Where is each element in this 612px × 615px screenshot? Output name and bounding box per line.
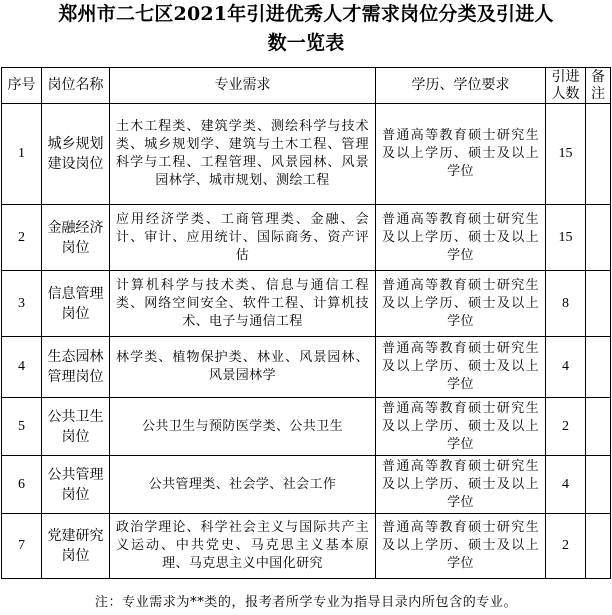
table-row	[2, 398, 611, 456]
table-row	[2, 514, 611, 579]
positions-table	[1, 67, 611, 579]
row-major: 林学类、植物保护类、林业、风景园林、风景园林学	[110, 337, 376, 398]
row-index: 1	[2, 104, 42, 205]
row-count: 15	[546, 104, 586, 205]
row-education: 普通高等教育硕士研究生及以上学历、硕士及以上学位	[376, 456, 546, 514]
row-education: 普通高等教育硕士研究生及以上学历、硕士及以上学位	[376, 271, 546, 337]
row-position: 生态园林管理岗位	[42, 337, 110, 398]
table-header-row	[2, 68, 611, 104]
row-position: 公共卫生岗位	[42, 398, 110, 456]
row-note	[586, 337, 611, 398]
row-index: 7	[2, 514, 42, 579]
footnote: 注：专业需求为**类的，报考者所学专业为指导目录内所包含的专业。	[94, 595, 518, 610]
row-index: 3	[2, 271, 42, 337]
row-major: 公共卫生与预防医学类、公共卫生	[110, 398, 376, 456]
row-index: 2	[2, 205, 42, 271]
row-count: 8	[546, 271, 586, 337]
row-major: 政治学理论、科学社会主义与国际共产主义运动、中共党史、马克思主义基本原理、马克思主义中国化研究	[110, 514, 376, 579]
row-education: 普通高等教育硕士研究生及以上学历、硕士及以上学位	[376, 337, 546, 398]
row-count: 2	[546, 514, 586, 579]
row-note	[586, 205, 611, 271]
row-note	[586, 104, 611, 205]
header-count: 引进人数	[546, 68, 586, 104]
header-major: 专业需求	[110, 68, 376, 104]
row-major: 公共管理类、社会学、社会工作	[110, 456, 376, 514]
row-position: 金融经济岗位	[42, 205, 110, 271]
row-count: 2	[546, 398, 586, 456]
table-row	[2, 456, 611, 514]
header-education: 学历、学位要求	[376, 68, 546, 104]
title-line-1: 郑州市二七区2021年引进优秀人才需求岗位分类及引进人	[58, 3, 554, 25]
row-note	[586, 456, 611, 514]
table-row	[2, 104, 611, 205]
row-education: 普通高等教育硕士研究生及以上学历、硕士及以上学位	[376, 514, 546, 579]
header-index: 序号	[2, 68, 42, 104]
row-position: 党建研究岗位	[42, 514, 110, 579]
row-note	[586, 398, 611, 456]
row-count: 15	[546, 205, 586, 271]
row-note	[586, 514, 611, 579]
header-position: 岗位名称	[42, 68, 110, 104]
row-position: 城乡规划建设岗位	[42, 104, 110, 205]
row-count: 4	[546, 337, 586, 398]
row-major: 土木工程类、建筑学类、测绘科学与技术类、城乡规划学、建筑与土木工程、管理科学与工程、工程管理、风景园林、风景园林学、城市规划、测绘工程	[110, 104, 376, 205]
row-index: 6	[2, 456, 42, 514]
row-note	[586, 271, 611, 337]
row-position: 信息管理岗位	[42, 271, 110, 337]
row-major: 计算机科学与技术类、信息与通信工程类、网络空间安全、软件工程、计算机技术、电子与通信工程	[110, 271, 376, 337]
row-count: 4	[546, 456, 586, 514]
row-education: 普通高等教育硕士研究生及以上学历、硕士及以上学位	[376, 205, 546, 271]
row-index: 5	[2, 398, 42, 456]
table-row	[2, 337, 611, 398]
row-education: 普通高等教育硕士研究生及以上学历、硕士及以上学位	[376, 398, 546, 456]
row-education: 普通高等教育硕士研究生及以上学历、硕士及以上学位	[376, 104, 546, 205]
document-title	[0, 0, 612, 58]
row-position: 公共管理岗位	[42, 456, 110, 514]
row-index: 4	[2, 337, 42, 398]
table-row	[2, 271, 611, 337]
header-note: 备注	[586, 68, 611, 104]
row-major: 应用经济学类、工商管理类、金融、会计、审计、应用统计、国际商务、资产评估	[110, 205, 376, 271]
title-line-2: 数一览表	[267, 32, 345, 54]
table-row	[2, 205, 611, 271]
